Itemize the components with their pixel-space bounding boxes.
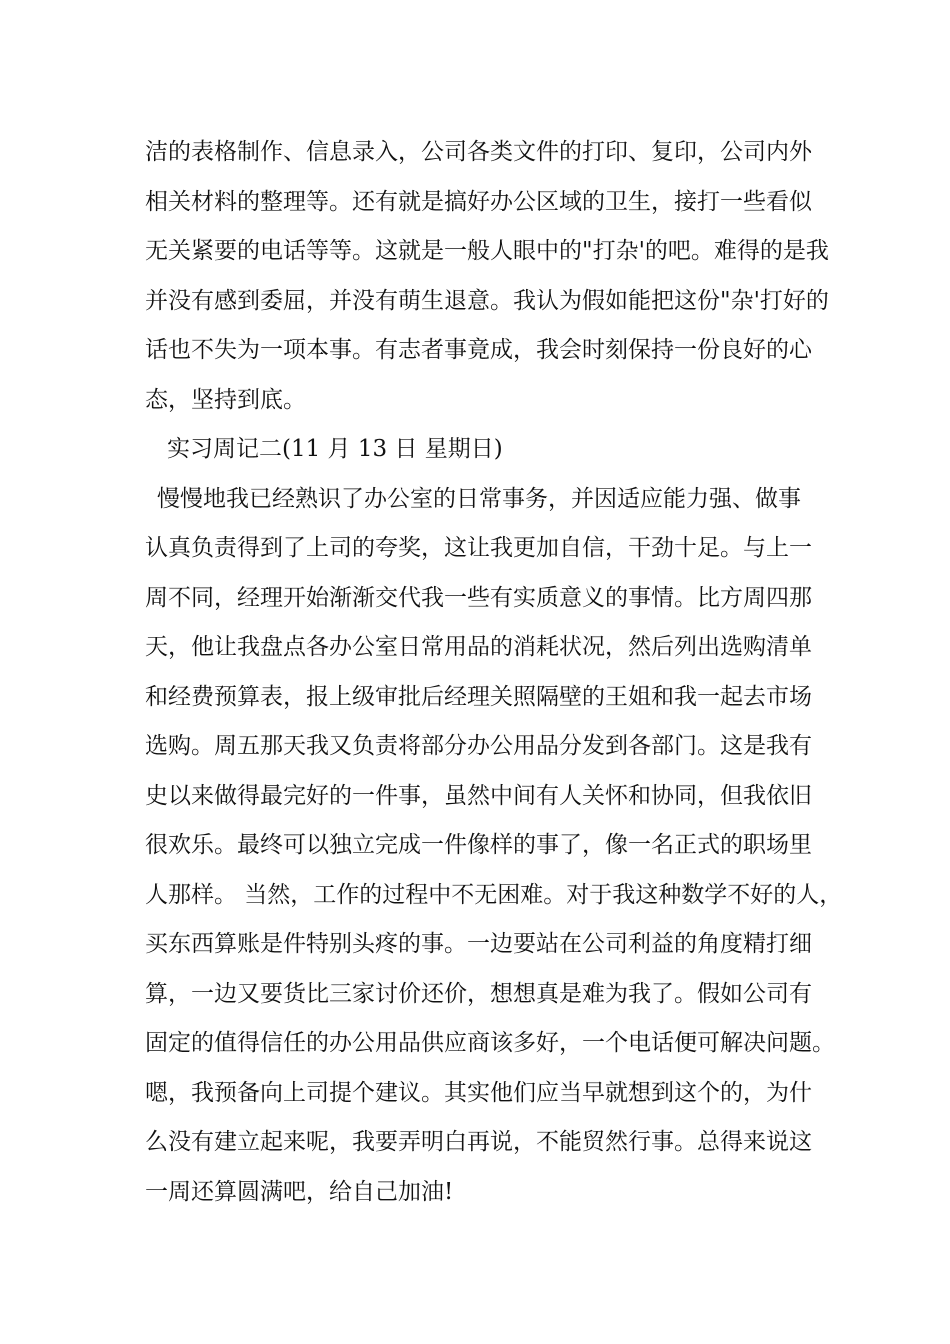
paragraph-2-line-2: 认真负责得到了上司的夸奖，这让我更加自信，干劲十足。与上一	[145, 535, 812, 561]
paragraph-1-line-1: 洁的表格制作、信息录入，公司各类文件的打印、复印，公司内外	[145, 139, 812, 165]
paragraph-1-line-4: 并没有感到委屈，并没有萌生退意。我认为假如能把这份"杂'打好的	[145, 287, 829, 314]
paragraph-2-line-12: 固定的值得信任的办公用品供应商该多好，一个电话便可解决问题。	[145, 1030, 835, 1056]
paragraph-2-line-14: 么没有建立起来呢，我要弄明白再说，不能贸然行事。总得来说这	[145, 1129, 812, 1155]
paragraph-2-line-11: 算，一边又要货比三家讨价还价，想想真是难为我了。假如公司有	[145, 980, 812, 1007]
document-body	[145, 128, 843, 1217]
paragraph-2-line-4: 天，他让我盘点各办公室日常用品的消耗状况，然后列出选购清单	[145, 634, 812, 660]
paragraph-1-line-5: 话也不失为一项本事。有志者事竟成，我会时刻保持一份良好的心	[145, 337, 812, 363]
paragraph-2-line-13: 嗯，我预备向上司提个建议。其实他们应当早就想到这个的，为什	[145, 1079, 812, 1106]
paragraph-1-line-6: 态，坚持到底。	[145, 386, 306, 413]
paragraph-2-line-3: 周不同，经理开始渐渐交代我一些有实质意义的事情。比方周四那	[145, 584, 812, 611]
paragraph-2-line-6: 选购。周五那天我又负责将部分办公用品分发到各部门。这是我有	[145, 733, 812, 759]
paragraph-1-line-3: 无关紧要的电话等等。这就是一般人眼中的"打杂'的吧。难得的是我	[145, 238, 829, 264]
paragraph-2-line-15: 一周还算圆满吧，给自己加油!	[145, 1178, 454, 1205]
paragraph-2-line-7: 史以来做得最完好的一件事，虽然中间有人关怀和协同，但我依旧	[145, 782, 812, 809]
paragraph-2-line-5: 和经费预算表，报上级审批后经理关照隔壁的王姐和我一起去市场	[145, 683, 812, 710]
paragraph-2-line-8: 很欢乐。最终可以独立完成一件像样的事了，像一名正式的职场里	[145, 832, 812, 858]
paragraph-1-line-2: 相关材料的整理等。还有就是搞好办公区域的卫生，接打一些看似	[145, 188, 812, 215]
paragraph-2-line-1: 慢慢地我已经熟识了办公室的日常事务，并因适应能力强、做事	[157, 485, 801, 512]
paragraph-2-line-9: 人那样。 当然，工作的过程中不无困难。对于我这种数学不好的人，	[145, 881, 843, 908]
paragraph-2-line-10: 买东西算账是件特别头疼的事。一边要站在公司利益的角度精打细	[145, 931, 812, 957]
section-heading: 实习周记二(11 月 13 日 星期日)	[167, 436, 503, 462]
